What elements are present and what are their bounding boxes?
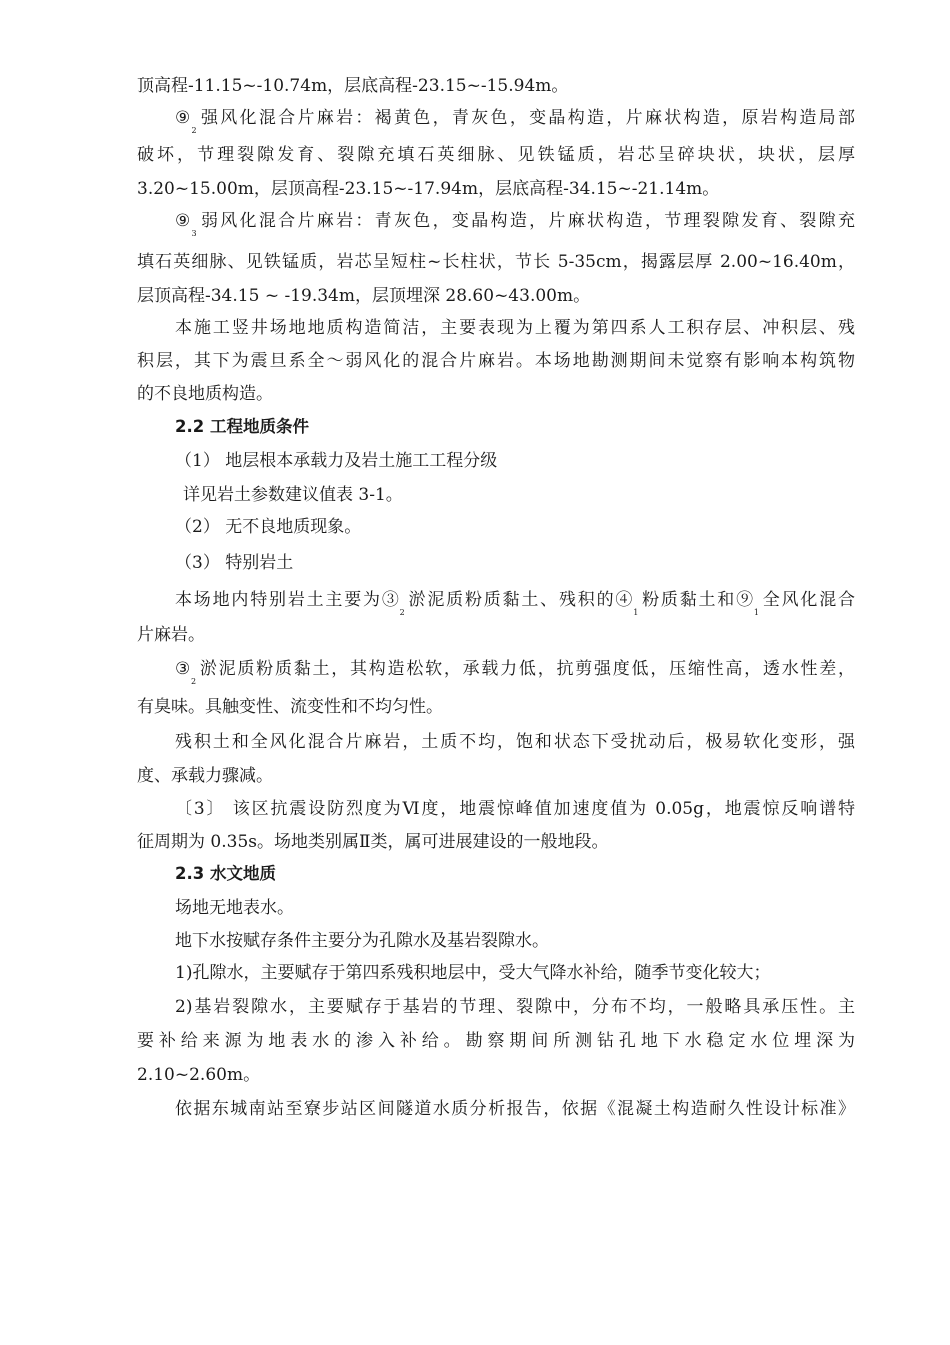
paragraph-line: 残积土和全风化混合片麻岩，土质不均，饱和状态下受扰动后，极易软化变形，强: [175, 732, 855, 752]
list-item: （3） 特别岩土: [175, 553, 294, 573]
paragraph-line: 〔3〕 该区抗震设防烈度为Ⅵ度，地震惊峰值加速度值为 0.05g，地震惊反响谱特: [175, 799, 855, 819]
paragraph-line: [175, 658, 855, 686]
circled-marker: ⑨: [175, 108, 193, 128]
paragraph-line: 有臭味。具触变性、流变性和不均匀性。: [137, 697, 443, 717]
subscript: 1: [633, 608, 639, 617]
text-span: 本场地内特别岩土主要为③: [175, 590, 401, 610]
paragraph-line: [175, 210, 855, 238]
text-span: 全风化混合: [761, 590, 856, 610]
paragraph-line: [175, 589, 856, 617]
paragraph-line: 2.10~2.60m。: [137, 1065, 261, 1085]
paragraph-line: 3.20~15.00m，层顶高程-23.15~-17.94m，层底高程-34.15~-21.14m。: [137, 179, 720, 199]
paragraph-line: 1)孔隙水，主要赋存于第四系残积地层中，受大气降水补给，随季节变化较大；: [175, 963, 771, 983]
subscript: 2: [191, 677, 197, 686]
text-span: 淤泥质粉质黏土、残积的④: [406, 590, 635, 610]
paragraph-line: 地下水按赋存条件主要分为孔隙水及基岩裂隙水。: [175, 931, 549, 951]
circled-marker: ⑨: [175, 211, 193, 231]
section-heading: 2.2 工程地质条件: [175, 417, 309, 436]
text-span: 淤泥质粉质黏土，其构造松软，承载力低，抗剪强度低，压缩性高，透水性差，: [198, 659, 855, 679]
paragraph-line: 依据东城南站至寮步站区间隧道水质分析报告，依据《混凝土构造耐久性设计标准》: [175, 1099, 855, 1119]
paragraph-line: 2)基岩裂隙水，主要赋存于基岩的节理、裂隙中，分布不均，一般略具承压性。主: [175, 997, 855, 1017]
subscript: 1: [753, 608, 759, 617]
list-item: （1） 地层根本承载力及岩土施工工程分级: [175, 451, 498, 471]
paragraph-line: 要补给来源为地表水的渗入补给。勘察期间所测钻孔地下水稳定水位埋深为: [137, 1031, 855, 1051]
subscript: 3: [191, 229, 197, 238]
list-item: （2） 无不良地质现象。: [175, 517, 362, 537]
circled-marker: ③: [175, 659, 193, 679]
subscript: 2: [399, 608, 405, 617]
paragraph-line: 征周期为 0.35s。场地类别属Ⅱ类，属可进展建设的一般地段。: [137, 832, 609, 852]
paragraph-line: 场地无地表水。: [175, 898, 294, 918]
paragraph-line: 的不良地质构造。: [137, 384, 273, 404]
paragraph-line: 填石英细脉、见铁锰质，岩芯呈短柱~长柱状，节长 5-35cm，揭露层厚 2.00~16.40m，: [137, 252, 855, 272]
list-item-detail: 详见岩土参数建议值表 3-1。: [183, 485, 403, 505]
paragraph-line: 本施工竖井场地地质构造简洁，主要表现为上覆为第四系人工积存层、冲积层、残: [175, 318, 855, 338]
subscript: 2: [191, 126, 197, 135]
paragraph-line: 积层，其下为震旦系全～弱风化的混合片麻岩。本场地勘测期间未觉察有影响本构筑物: [137, 351, 855, 371]
paragraph-line: 度、承载力骤减。: [137, 766, 273, 786]
text-span: 粉质黏土和⑨: [640, 590, 755, 610]
text-span: 强风化混合片麻岩：褐黄色，青灰色，变晶构造，片麻状构造，原岩构造局部: [198, 108, 855, 128]
paragraph-line: 片麻岩。: [137, 625, 205, 645]
section-heading: 2.3 水文地质: [175, 864, 276, 883]
paragraph-line: [175, 107, 855, 135]
paragraph-line: 层顶高程-34.15 ~ -19.34m，层顶埋深 28.60~43.00m。: [137, 286, 591, 306]
text-span: 弱风化混合片麻岩：青灰色，变晶构造，片麻状构造，节理裂隙发育、裂隙充: [198, 211, 855, 231]
paragraph-line: 破坏，节理裂隙发育、裂隙充填石英细脉、见铁锰质，岩芯呈碎块状，块状，层厚: [137, 145, 855, 165]
paragraph-line: 顶高程-11.15~-10.74m，层底高程-23.15~-15.94m。: [137, 76, 569, 96]
